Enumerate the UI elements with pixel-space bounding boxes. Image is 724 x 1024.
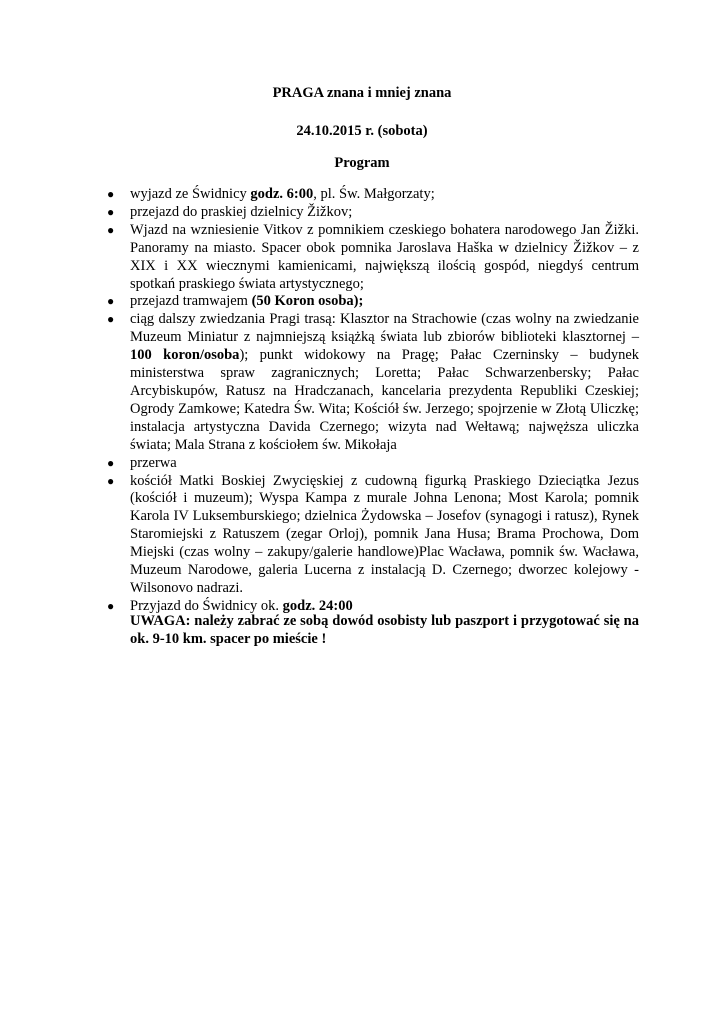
bullet-icon: ● <box>107 473 115 488</box>
warning-note: UWAGA: należy zabrać ze sobą dowód osobisty lub paszport i przygotować się na ok. 9-10 km. spacer po mieście ! <box>130 613 639 647</box>
program-heading: Program <box>334 155 390 171</box>
bullet-icon: ● <box>107 294 115 309</box>
bullet-icon: ● <box>107 222 115 237</box>
list-item: ● przejazd do praskiej dzielnicy Žižkov; <box>107 203 353 220</box>
bullet-icon: ● <box>107 204 115 219</box>
list-item: ● Przyjazd do Świdnicy ok. godz. 24:00 <box>107 597 353 614</box>
document-title: PRAGA znana i mniej znana <box>272 85 452 101</box>
list-item: ● wyjazd ze Świdnicy godz. 6:00, pl. Św. Małgorzaty; <box>107 186 435 202</box>
trip-date: 24.10.2015 r. (sobota) <box>296 123 428 139</box>
list-item: ● przerwa <box>107 454 177 471</box>
bullet-icon: ● <box>107 312 115 327</box>
list-item: ● kościół Matki Boskiej Zwycięskiej z cudowną figurką Praskiego Dzieciątka Jezus (kościół i muzeum); Wyspa Kampa z murale Johna Lenona; Most Karola; pomnik Karola IV Luksemburskiego; dzielnica Żydowska – Josefov (synagogi i ratusz), Rynek Staromiejski z Ratuszem (zegar Orloj), pomnik Jana Husa; Brama Prochowa, Dom Miejski (czas wolny – zakupy/galerie handlowe)Plac Wacława, pomnik św. Wacława, Muzeum Narodowe, galeria Lucerna z instalacją D. Czernego; dworzec kolejowy - Wilsonovo nadrazi. <box>107 472 639 596</box>
list-item: ● Wjazd na wzniesienie Vitkov z pomnikiem czeskiego bohatera narodowego Jan Žižki. Panoramy na miasto. Spacer obok pomnika Jaroslava Hašk​a w dzielnicy Žižkov – z XIX i XX wiecznymi kamienicami, największą ilością gospód, niegdyś centrum spotkań praskiego świata artystycznego; <box>107 221 639 292</box>
list-item: ● ciąg dalszy zwiedzania Pragi trasą: Klasztor na Strachowie (czas wolny na zwiedzanie Muzeum Miniatur z najmniejszą książką świata lub zbiorów biblioteki klasztornej – 100 koron/osoba); punkt widokowy na Pragę; Pałac Czerninsky – budynek ministerstwa spraw zagranicznych; Loretta; Pałac Schwarzenbersky; Pałac Arcybiskupów, Ratusz na Hradczanach, kancelaria prezydenta Republiki Czeskiej; Ogrody Zamkowe; Katedra Św. Wita; Kościół św. Jerzego; spojrzenie w Złotą Uliczkę; instalacja artystyczna Davida Czernego; wizyta nad Wełtawą; najwęższa uliczka świata; Mala Strana z kościołem św. Mikołaja <box>107 311 639 453</box>
bullet-icon: ● <box>107 455 115 470</box>
list-item: ● przejazd tramwajem (50 Koron osoba); <box>107 293 364 310</box>
program-list <box>106 186 639 616</box>
bullet-icon: ● <box>107 187 115 201</box>
bullet-icon: ● <box>107 598 115 613</box>
